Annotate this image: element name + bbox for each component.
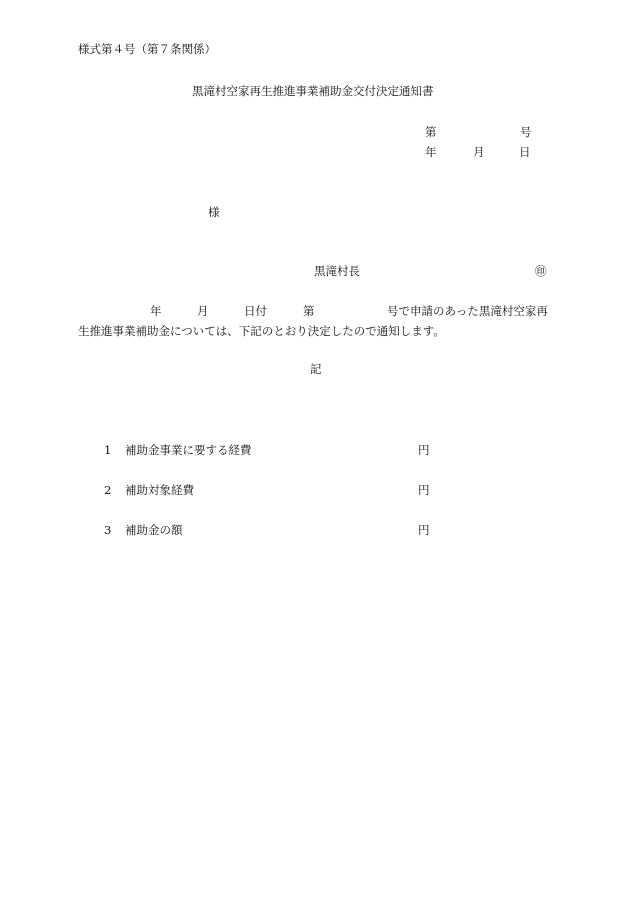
form-number-header: 様式第４号（第７条関係）: [78, 42, 216, 56]
body-line1-end: 号で申請のあった黒滝村空家再: [387, 304, 548, 318]
item-number: 2: [104, 483, 112, 497]
number-go-label: 号: [520, 125, 532, 139]
date-month-label: 月: [473, 145, 485, 159]
item-unit: 円: [418, 523, 430, 537]
addressee-sama: 様: [208, 205, 220, 219]
body-line2: 生推進事業補助金については、下記のとおり決定したので通知します。: [78, 324, 445, 338]
number-dai-label: 第: [425, 125, 437, 139]
ki-heading: 記: [310, 362, 322, 376]
item-unit: 円: [418, 483, 430, 497]
item-unit: 円: [418, 443, 430, 457]
body-dated: 日付: [244, 304, 267, 318]
item-label: 補助対象経費: [125, 483, 194, 497]
seal-mark: ㊞: [535, 264, 547, 278]
body-year: 年: [150, 304, 162, 318]
date-year-label: 年: [425, 145, 437, 159]
item-number: 1: [104, 443, 112, 457]
item-label: 補助金事業に要する経費: [125, 443, 252, 457]
issuer-name: 黒滝村長: [314, 264, 360, 278]
body-month: 月: [197, 304, 209, 318]
date-day-label: 日: [519, 145, 531, 159]
document-title: 黒滝村空家再生推進事業補助金交付決定通知書: [192, 84, 434, 98]
item-label: 補助金の額: [125, 523, 183, 537]
item-number: 3: [104, 523, 112, 537]
body-dai: 第: [303, 304, 315, 318]
